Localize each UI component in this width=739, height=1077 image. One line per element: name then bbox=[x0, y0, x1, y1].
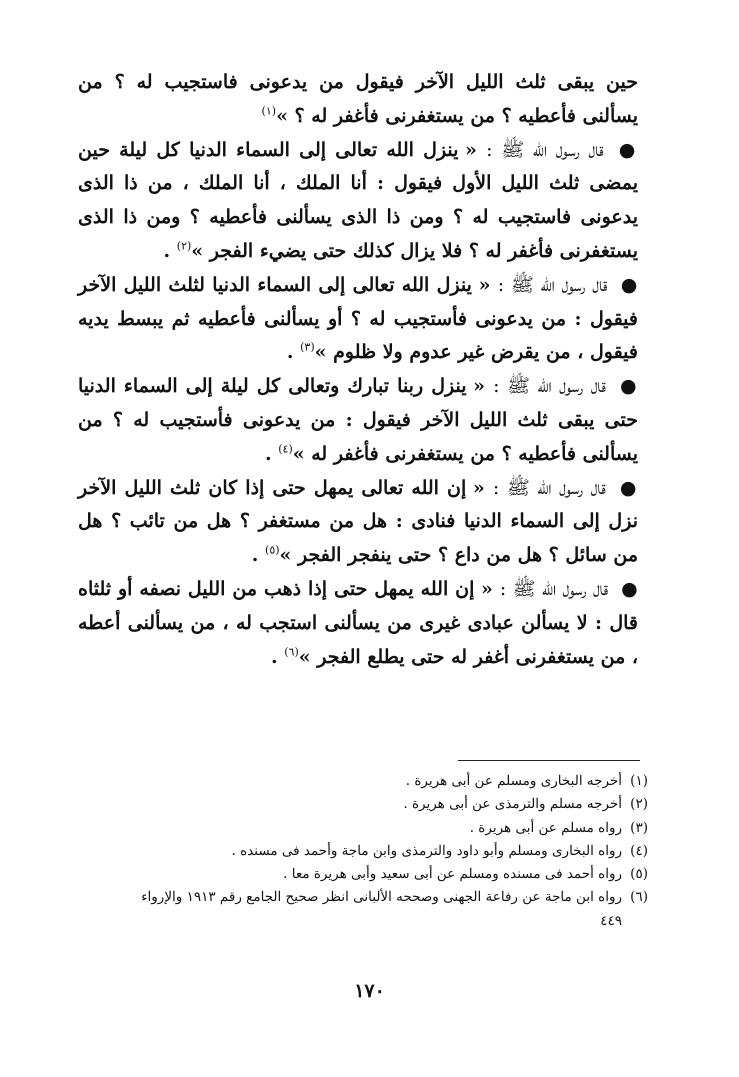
paragraph-intro: قال رسول الله ﷺ : bbox=[499, 577, 609, 600]
paragraph-end: . bbox=[163, 239, 171, 262]
footnote-ref: (٥) bbox=[265, 543, 280, 557]
footnote-continuation: ٤٤٩ bbox=[600, 912, 622, 929]
footnote-item bbox=[70, 840, 648, 863]
paragraph-text: « ينزل الله تعالى إلى السماء الدنيا كل ليلة حين يمضى ثلث الليل الأول فيقول : أنا الملك ، أنا الملك ، من ذا الذى يدعونى فاستجيب له ؟ ومن ذا الذى يسألنى فأعطيه ؟ ومن ذا الذى يستغفرنى فأغفر له ؟ فلا يزال كذلك حتى يضيء الفجر » bbox=[78, 138, 638, 262]
paragraph bbox=[78, 573, 638, 674]
paragraph-intro: قال رسول الله ﷺ : bbox=[497, 273, 608, 296]
footnotes bbox=[70, 770, 648, 933]
footnote-item bbox=[70, 817, 648, 840]
bullet-icon: ● bbox=[621, 577, 639, 600]
paragraph-intro: قال رسول الله ﷺ : bbox=[492, 476, 606, 499]
footnote-item bbox=[70, 770, 648, 793]
footnote-number: (٥) bbox=[630, 866, 648, 883]
footnote-item bbox=[70, 863, 648, 886]
paragraph-text: « إن الله يمهل حتى إذا ذهب من الليل نصفه أو ثلثاه قال : لا يسألن عبادى غيرى من يسألنى استجب له ، من يسألنى أعطه ، من يستغفرنى أغفر له حتى يطلع الفجر » bbox=[78, 577, 638, 668]
page-number: ١٧٠ bbox=[354, 980, 385, 1002]
bullet-icon: ● bbox=[620, 273, 639, 296]
footnote-text: أخرجه مسلم والترمذى عن أبى هريرة . bbox=[403, 796, 622, 813]
footnote-ref: (١) bbox=[261, 104, 277, 118]
footnote-ref: (٢) bbox=[176, 239, 192, 253]
bullet-icon: ● bbox=[618, 138, 638, 161]
paragraph bbox=[78, 134, 638, 269]
paragraph-text: « إن الله تعالى يمهل حتى إذا كان ثلث الليل الآخر نزل إلى السماء الدنيا فنادى : هل من مستغفر ؟ هل من تائب ؟ هل من سائل ؟ هل من داع ؟ حتى ينفجر الفجر » bbox=[78, 476, 638, 567]
footnote-number: (٣) bbox=[630, 819, 648, 836]
bullet-icon: ● bbox=[619, 476, 638, 499]
bullet-icon: ● bbox=[619, 375, 638, 398]
footnote-text: رواه البخارى ومسلم وأبو داود والترمذى وابن ماجة وأحمد فى مسنده . bbox=[231, 842, 622, 859]
footnote-number: (٢) bbox=[630, 796, 648, 813]
footnote-ref: (٦) bbox=[284, 645, 299, 659]
paragraph bbox=[78, 66, 638, 134]
paragraph-end: . bbox=[251, 544, 259, 567]
footnote-ref: (٤) bbox=[278, 442, 293, 456]
footnote-divider bbox=[458, 760, 640, 761]
paragraph bbox=[78, 269, 638, 370]
footnote-number: (١) bbox=[630, 773, 648, 789]
hadith-text bbox=[78, 66, 638, 674]
footnote-number: (٦) bbox=[630, 889, 648, 906]
paragraph-end: . bbox=[271, 645, 278, 668]
footnote-text: رواه ابن ماجة عن رفاعة الجهنى وصححه الألبانى انظر صحيح الجامع رقم ١٩١٣ والإرواء bbox=[141, 889, 622, 906]
footnote-item bbox=[70, 886, 648, 909]
paragraph bbox=[78, 472, 638, 573]
footnote-number: (٤) bbox=[630, 842, 648, 859]
footnote-text: رواه أحمد فى مسنده ومسلم عن أبى سعيد وأبى هريرة معا . bbox=[283, 866, 622, 883]
paragraph-intro: قال رسول الله ﷺ : bbox=[493, 375, 606, 398]
footnote-text: أخرجه البخارى ومسلم عن أبى هريرة . bbox=[405, 773, 622, 789]
paragraph-end: . bbox=[264, 442, 272, 465]
footnote-item bbox=[70, 793, 648, 816]
paragraph-intro: قال رسول الله ﷺ : bbox=[486, 138, 604, 161]
paragraph-end: . bbox=[286, 341, 294, 364]
footnote-ref: (٣) bbox=[300, 341, 315, 355]
paragraph-text: « ينزل ربنا تبارك وتعالى كل ليلة إلى السماء الدنيا حتى يبقى ثلث الليل الآخر فيقول : من يدعونى فأستجيب له ؟ من يسألنى فأعطيه ؟ من يستغفرنى فأغفر له » bbox=[78, 375, 638, 465]
paragraph-text: « ينزل الله تعالى إلى السماء الدنيا لثلث الليل الآخر فيقول : من يدعونى فأستجيب له ؟ أو يسألنى فأعطيه ثم يبسط يديه فيقول ، من يقرض غير عدوم ولا ظلوم » bbox=[78, 273, 638, 364]
paragraph-text: حين يبقى ثلث الليل الآخر فيقول من يدعونى فاستجيب له ؟ من يسألنى فأعطيه ؟ من يستغفرنى فأغفر له ؟ » bbox=[78, 71, 638, 127]
footnote-text: رواه مسلم عن أبى هريرة . bbox=[469, 819, 622, 836]
paragraph bbox=[78, 370, 638, 471]
